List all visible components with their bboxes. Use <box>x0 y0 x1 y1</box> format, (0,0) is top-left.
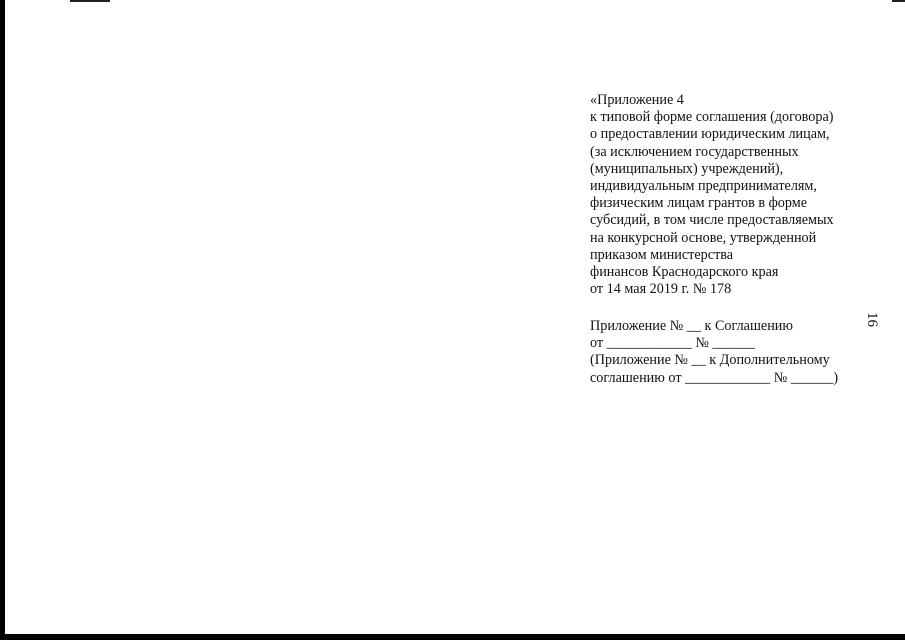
appendix-header-line: на конкурсной основе, утвержденной <box>590 229 817 246</box>
appendix-title: «Приложение 4 <box>590 92 684 108</box>
additional-agreement-date-line: соглашению от ____________ № ______) <box>590 369 839 386</box>
order-date-line: от 14 мая 2019 г. № 178 <box>590 281 732 298</box>
scan-edge-left <box>0 0 5 640</box>
appendix-header-line: физическим лицам грантов в форме <box>590 195 808 212</box>
appendix-header-line: (муниципальных) учреждений), <box>590 160 784 177</box>
scan-edge-bottom <box>0 634 905 640</box>
appendix-header-line: субсидий, в том числе предоставляемых <box>590 212 834 229</box>
scan-mark-top <box>70 0 110 2</box>
scan-mark-top-right <box>892 0 905 2</box>
agreement-appendix-line: Приложение № __ к Соглашению <box>590 318 793 334</box>
appendix-header-line: к типовой форме соглашения (договора) <box>590 109 834 126</box>
appendix-header-line: финансов Краснодарского края <box>590 264 779 281</box>
agreement-reference <box>590 318 838 387</box>
appendix-header-line: (за исключением государственных <box>590 143 799 160</box>
appendix-header-line: индивидуальным предпринимателям, <box>590 178 817 195</box>
agreement-date-line: от ____________ № ______ <box>590 335 755 352</box>
additional-agreement-line: (Приложение № __ к Дополнительному <box>590 352 830 369</box>
page-number: 16 <box>864 312 880 327</box>
appendix-header-line: приказом министерства <box>590 246 734 263</box>
appendix-header-line: о предоставлении юридическим лицам, <box>590 126 830 143</box>
appendix-header <box>590 92 834 298</box>
